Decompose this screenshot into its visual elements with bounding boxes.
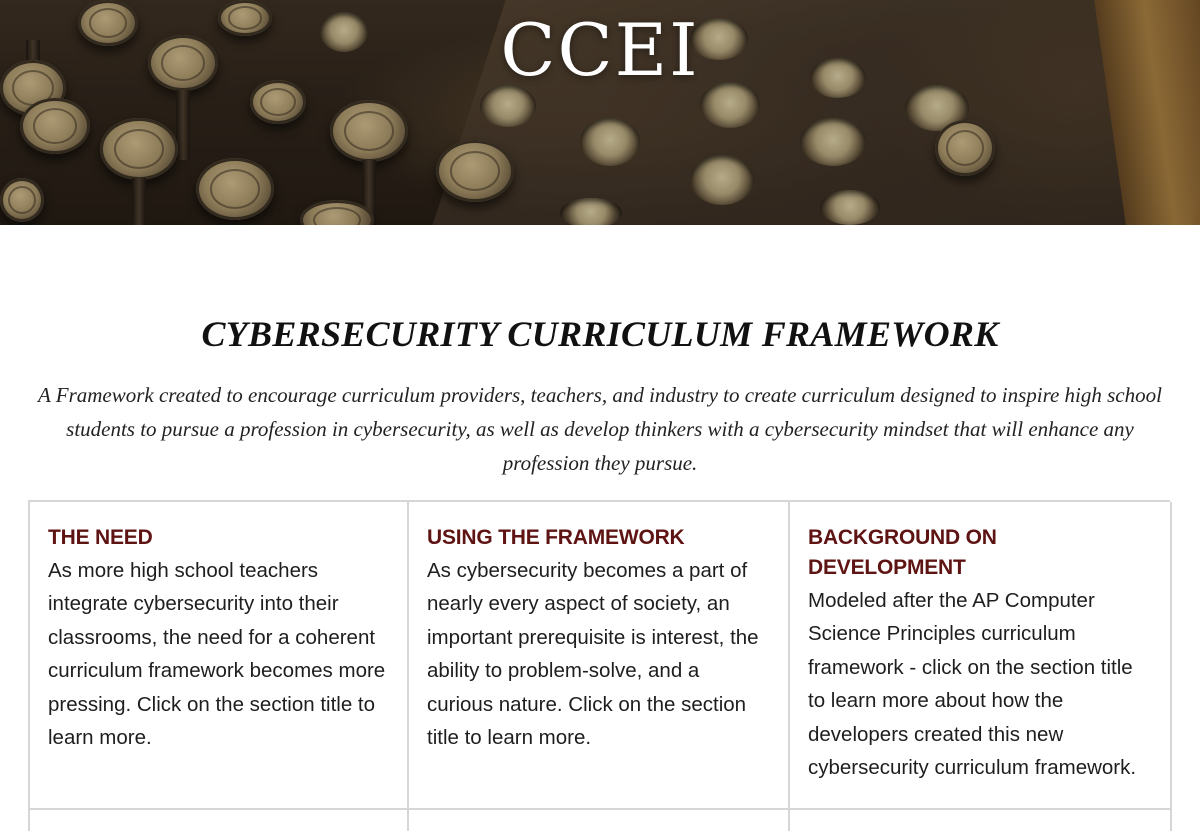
section-description: As more high school teachers integrate cybersecurity into their classrooms, the need for a coherent curriculum framework becomes more pressing. Click on the section title to learn more. [48,559,386,750]
section-card-next-row [30,810,409,831]
section-description: As cybersecurity becomes a part of nearly every aspect of society, an important prerequisite is interest, the ability to problem-solve, and a curious nature. Click on the section title to learn more. [427,559,759,750]
site-title[interactable]: CCEI [500,8,700,92]
section-card-using-the-framework [409,502,790,810]
framework-sections-grid [28,500,1170,831]
section-card-next-row [409,810,790,831]
hero-banner [0,0,1200,225]
section-description: Modeled after the AP Computer Science Principles curriculum framework - click on the section title to learn more about how the developers created this new cybersecurity curriculum framework. [808,589,1137,780]
section-card-next-row [790,810,1172,831]
section-card-background-on-development [790,502,1172,810]
section-title-link[interactable]: USING THE FRAMEWORK [427,526,685,549]
section-title-link[interactable]: THE NEED [48,526,153,549]
intro-paragraph: A Framework created to encourage curriculum providers, teachers, and industry to create curriculum designed to inspire high school students to pursue a profession in cybersecurity, as well as develop thinkers with a cybersecurity mindset that will enhance any profession they pursue. [38,383,1162,475]
section-card-the-need [30,502,409,810]
section-title-link[interactable]: BACKGROUND ON DEVELOPMENT [808,526,997,579]
page-title: CYBERSECURITY CURRICULUM FRAMEWORK [201,314,999,354]
